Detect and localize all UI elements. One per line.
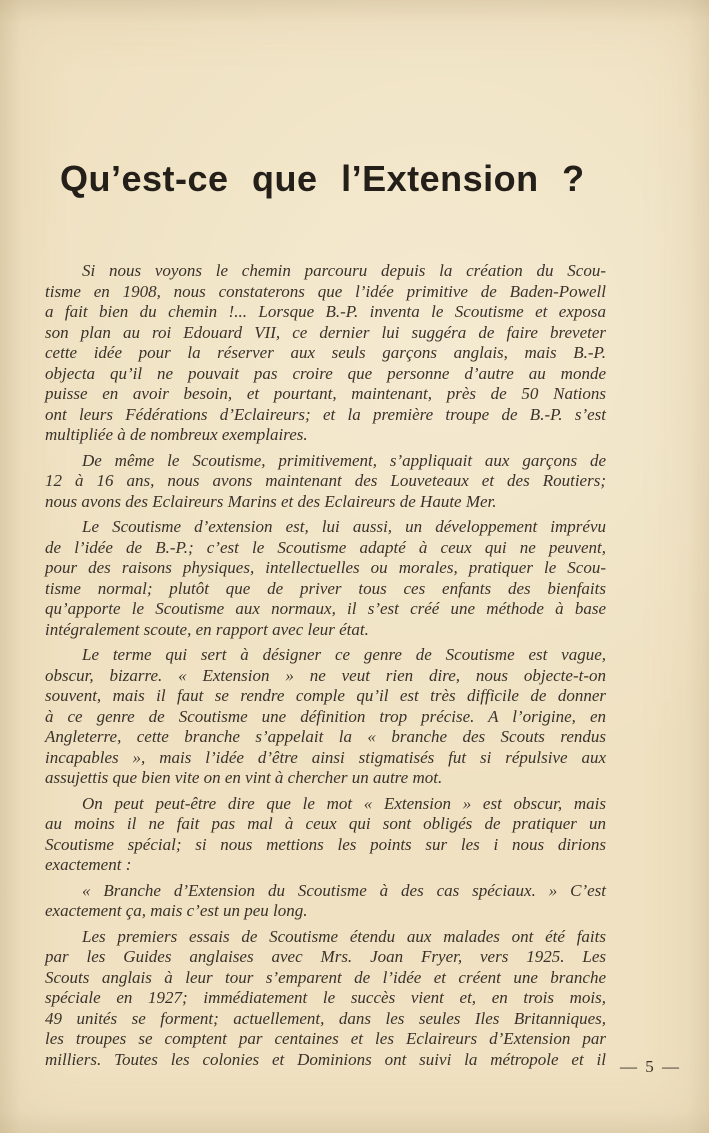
text-line: tisme en 1908, nous constaterons que l’idée primitive de Baden-Powell [45,281,606,301]
text-line: cette idée pour la réserver aux seuls garçons anglais, mais B.-P. [45,343,606,362]
text-line: 49 unités se forment; actuellement, dans les seules Iles Britanniques, [45,1008,606,1028]
text-line: milliers. Toutes les colonies et Dominions ont suivi la métropole et il [45,1049,606,1069]
page-title: Qu’est-ce que l’Extension ? [60,158,585,199]
text-line: au moins il ne fait pas mal à ceux qui sont obligés de pratiquer un [45,814,606,833]
text-line: a fait bien du chemin !... Lorsque B.-P. inventa le Scoutisme et exposa [45,302,606,321]
paragraph [45,517,606,640]
text-line: Les premiers essais de Scoutisme étendu aux malades ont été faits [82,926,606,946]
text-line: son plan au roi Edouard VII, ce dernier lui suggéra de faire breveter [45,322,606,342]
text-line: Si nous voyons le chemin parcouru depuis la création du Scou- [82,261,606,280]
text-line: On peut peut-être dire que le mot « Extension » est obscur, mais [82,793,606,813]
text-line: Le Scoutisme d’extension est, lui aussi, un développement imprévu [82,517,606,536]
text-line: nous avons des Eclaireurs Marins et des Eclaireurs de Haute Mer. [45,491,497,511]
text-line: à ce genre de Scoutisme une définition trop précise. A l’origine, en [45,706,606,726]
text-line: puisse en avoir besoin, et pourtant, maintenant, près de 50 Nations [45,384,606,403]
text-line: 12 à 16 ans, nous avons maintenant des Louveteaux et des Routiers; [45,471,606,490]
text-line: qu’apporte le Scoutisme aux normaux, il s’est créé une méthode à base [45,599,606,618]
paragraph [45,261,606,446]
text-line: ont leurs Fédérations d’Eclaireurs; et la première troupe de B.-P. s’est [45,404,606,424]
text-line: Le terme qui sert à désigner ce genre de Scoutisme est vague, [82,645,606,664]
paragraph [45,451,606,513]
text-line: multipliée à de nombreux exemplaires. [45,425,308,444]
text-line: assujettis que bien vite on en vint à chercher un autre mot. [45,768,443,787]
text-line: incapables », mais l’idée d’être ainsi stigmatisés fut si répulsive aux [45,747,606,767]
paragraph [45,794,606,876]
page-number: — 5 — [620,1057,681,1076]
text-line: les troupes se comptent par centaines et les Eclaireurs d’Extension par [45,1029,606,1048]
text-line: de l’idée de B.-P.; c’est le Scoutisme adapté à ceux qui ne peuvent, [45,537,606,557]
text-line: pour des raisons physiques, intellectuelles ou morales, pratiquer le Scou- [45,558,606,577]
text-line: Scoutisme spécial; si nous mettions les points sur les i nous dirions [45,834,606,854]
paragraph [45,927,606,1071]
text-line: spéciale en 1927; immédiatement le succès vient et, en trois mois, [45,988,606,1007]
text-line: souvent, mais il faut se rendre comple qu’il est très difficile de donner [45,686,606,705]
paragraph [45,881,606,922]
text-line: Angleterre, cette branche s’appelait la « branche des Scouts rendus [45,727,606,746]
text-line: De même le Scoutisme, primitivement, s’appliquait aux garçons de [82,450,606,470]
text-line: objecta qu’il ne pouvait pas croire que personne d’autre au monde [45,363,606,383]
text-line: « Branche d’Extension du Scoutisme à des cas spéciaux. » C’est [82,880,606,900]
paragraph [45,645,606,789]
text-line: intégralement scoute, en rapport avec leur état. [45,619,369,639]
body-text [45,261,606,1075]
text-line: par les Guides anglaises avec Mrs. Joan Fryer, vers 1925. Les [45,947,606,966]
text-line: exactement : [45,855,132,874]
text-line: Scouts anglais à leur tour s’emparent de l’idée et créent une branche [45,967,606,987]
text-line: obscur, bizarre. « Extension » ne veut rien dire, nous objecte-t-on [45,665,606,685]
text-line: exactement ça, mais c’est un peu long. [45,901,308,920]
text-line: tisme normal; plutôt que de priver tous ces enfants des bienfaits [45,578,606,598]
